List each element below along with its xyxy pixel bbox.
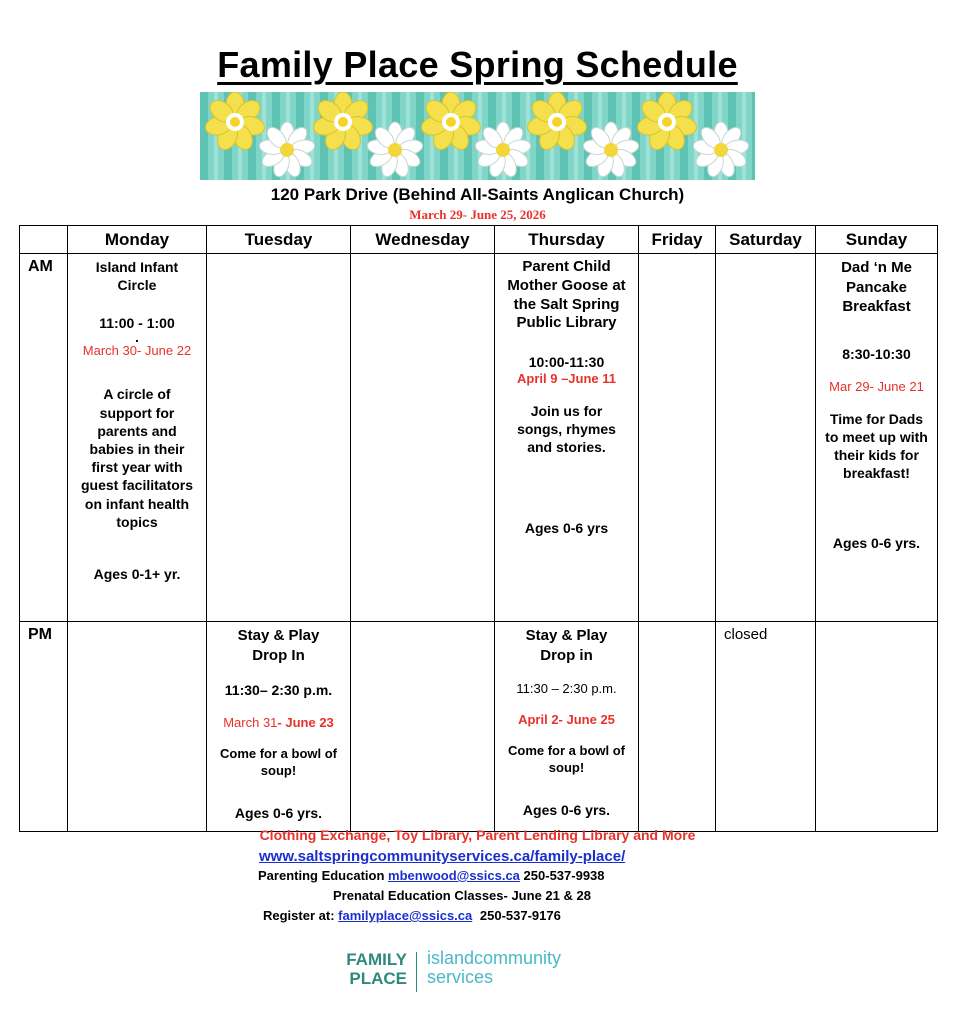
event-description: Time for Dads to meet up with their kids for breakfast! xyxy=(825,410,928,482)
register-phone: 250-537-9176 xyxy=(479,908,561,923)
event-name: Stay & Play Drop In xyxy=(237,627,320,664)
footer-parenting-line xyxy=(258,868,605,883)
corner-cell xyxy=(20,226,68,254)
event-time: 11:30 – 2:30 p.m. xyxy=(516,681,617,696)
logo-right-line1: islandcommunity xyxy=(427,948,562,968)
wednesday-pm-cell xyxy=(351,622,495,832)
footer-prenatal: Prenatal Education Classes- June 21 & 28 xyxy=(333,888,591,903)
event-time: 10:00-11:30 xyxy=(528,354,605,370)
day-header-monday: Monday xyxy=(68,226,207,254)
event-name: Parent Child Mother Goose at the Salt Spring Public Library xyxy=(507,258,626,332)
flower-banner xyxy=(200,92,755,180)
friday-am-cell xyxy=(639,254,716,622)
day-header-thursday: Thursday xyxy=(495,226,639,254)
monday-pm-cell xyxy=(68,622,207,832)
parenting-phone: 250-537-9938 xyxy=(523,868,605,883)
logo-right-line2: services xyxy=(427,967,494,987)
event-description: Join us for songs, rhymes and stories. xyxy=(517,403,616,456)
schedule-table xyxy=(19,225,938,832)
event-ages: Ages 0-6 yrs. xyxy=(234,804,323,821)
event-dates: March 30- June 22 xyxy=(82,342,192,358)
parenting-label: Parenting Education xyxy=(258,868,385,883)
event-name: Stay & Play Drop in xyxy=(525,627,608,664)
event-name: Island Infant Circle xyxy=(95,259,179,294)
event-time: 11:00 - 1:00 xyxy=(99,315,175,332)
event-dot: . xyxy=(135,328,139,345)
row-label-pm: PM xyxy=(20,622,68,832)
pm-row xyxy=(20,622,938,832)
friday-pm-cell xyxy=(639,622,716,832)
footer-register-line xyxy=(263,908,561,923)
event-dates: April 9 –June 11 xyxy=(517,371,616,387)
event-description: Come for a bowl of soup! xyxy=(508,742,625,775)
sunday-pm-cell xyxy=(816,622,938,832)
day-header-saturday: Saturday xyxy=(716,226,816,254)
event-time: 11:30– 2:30 p.m. xyxy=(224,682,333,698)
am-row xyxy=(20,254,938,622)
logo-left-line2: PLACE xyxy=(349,969,407,988)
monday-am-cell xyxy=(68,254,207,622)
footer-tagline: Clothing Exchange, Toy Library, Parent Lending Library and More xyxy=(259,827,696,843)
closed-label: closed xyxy=(724,626,768,643)
register-email-link[interactable]: familyplace@ssics.ca xyxy=(338,908,473,923)
event-dates xyxy=(207,713,350,732)
logo-left-line1: FAMILY xyxy=(346,950,407,969)
thursday-pm-cell xyxy=(495,622,639,832)
event-ages: Ages 0-6 yrs. xyxy=(522,801,611,818)
parenting-email-link[interactable]: mbenwood@ssics.ca xyxy=(388,868,520,883)
tuesday-pm-cell xyxy=(207,622,351,832)
event-ages: Ages 0-6 yrs. xyxy=(832,535,921,552)
day-header-wednesday: Wednesday xyxy=(351,226,495,254)
logo-community-services-text xyxy=(427,949,561,987)
address: 120 Park Drive (Behind All-Saints Anglican Church) xyxy=(270,185,685,204)
thursday-am-cell xyxy=(495,254,639,622)
day-header-friday: Friday xyxy=(639,226,716,254)
event-time: 8:30-10:30 xyxy=(842,345,911,362)
wednesday-am-cell xyxy=(351,254,495,622)
saturday-pm-cell xyxy=(716,622,816,832)
event-description: Come for a bowl of soup! xyxy=(220,746,337,778)
event-dates-start: March 31 xyxy=(223,715,278,731)
event-dates-end: - June 23 xyxy=(277,715,334,731)
event-name: Dad ‘n Me Pancake Breakfast xyxy=(841,259,912,315)
event-description: A circle of support for parents and babies in their first year with guest facilitators on infant health topics xyxy=(80,386,194,530)
event-dates: Mar 29- June 21 xyxy=(829,378,924,394)
tuesday-am-cell xyxy=(207,254,351,622)
sunday-am-cell xyxy=(816,254,938,622)
logo-divider xyxy=(416,952,417,992)
day-header-sunday: Sunday xyxy=(816,226,938,254)
footer-website-line xyxy=(259,848,625,865)
event-ages: Ages 0-1+ yr. xyxy=(93,565,181,582)
day-header-tuesday: Tuesday xyxy=(207,226,351,254)
header-row xyxy=(20,226,938,254)
season-dates: March 29- June 25, 2026 xyxy=(409,207,546,222)
row-label-am: AM xyxy=(20,254,68,622)
website-link[interactable]: www.saltspringcommunityservices.ca/family-place/ xyxy=(259,848,626,865)
event-dates: April 2- June 25 xyxy=(518,711,615,727)
saturday-am-cell xyxy=(716,254,816,622)
page-title: Family Place Spring Schedule xyxy=(217,44,738,85)
register-label: Register at: xyxy=(263,908,335,923)
event-ages: Ages 0-6 yrs xyxy=(524,519,609,536)
logo-family-place-text xyxy=(333,950,407,988)
